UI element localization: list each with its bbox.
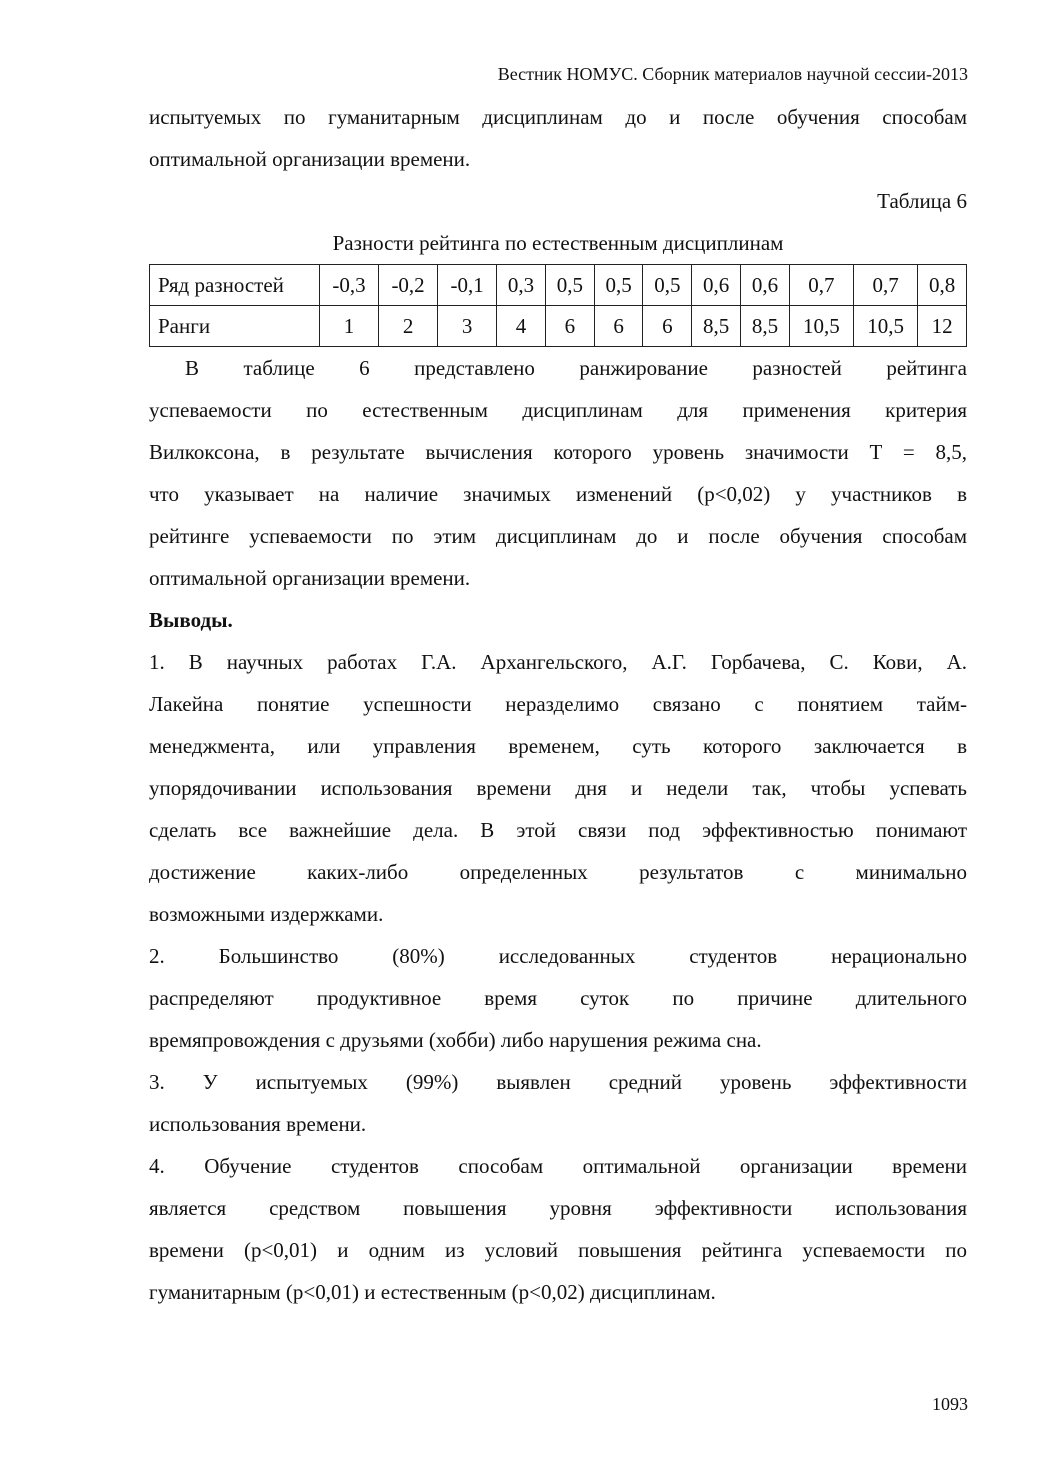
conclusion-line: распределяют продуктивное время суток по причине длительного [149,986,967,1010]
paragraph-line: Вилкоксона, в результате вычисления которого уровень значимости T = 8,5, [149,440,967,464]
table-cell: 4 [497,306,546,347]
conclusion-line: упорядочивании использования времени дня и недели так, чтобы успевать [149,776,967,800]
intro-line: оптимальной организации времени. [149,147,471,171]
paragraph-line: В таблице 6 представлено ранжирование разностей рейтинга [185,356,967,380]
conclusion-line: менеджмента, или управления временем, суть которого заключается в [149,734,967,758]
conclusion-line: 4. Обучение студентов способам оптимальной организации времени [149,1154,967,1178]
table-row [150,306,967,347]
table-label: Таблица 6 [877,189,967,213]
conclusion-line: является средством повышения уровня эффективности использования [149,1196,967,1220]
table-row [150,265,967,306]
conclusion-line: Лакейна понятие успешности неразделимо связано с понятием тайм- [149,692,967,716]
table-title: Разности рейтинга по естественным дисциплинам [332,231,784,255]
table-cell: 12 [918,306,967,347]
conclusion-line: сделать все важнейшие дела. В этой связи под эффективностью понимают [149,818,967,842]
conclusion-line: достижение каких-либо определенных результатов с минимально [149,860,967,884]
conclusion-item [149,1061,967,1145]
table-cell: 2 [379,306,438,347]
table-cell: 6 [545,306,594,347]
page-content [149,96,967,1313]
table-cell: 8,5 [692,306,741,347]
table-cell: 6 [594,306,643,347]
table-cell: 1 [320,306,379,347]
conclusion-item [149,935,967,1061]
table-cell: -0,2 [379,265,438,306]
table-cell: 0,8 [918,265,967,306]
table-cell: 10,5 [854,306,918,347]
conclusion-line: использования времени. [149,1112,367,1136]
table-cell: 0,5 [594,265,643,306]
paragraph-line: оптимальной организации времени. [149,566,471,590]
row-header: Ранги [150,306,320,347]
ranking-table [149,264,967,347]
table-cell: 0,5 [643,265,692,306]
conclusion-line: 3. У испытуемых (99%) выявлен средний уровень эффективности [149,1070,967,1094]
paragraph-line: успеваемости по естественным дисциплинам для применения критерия [149,398,967,422]
conclusion-line: 1. В научных работах Г.А. Архангельского, А.Г. Горбачева, С. Кови, А. [149,650,967,674]
conclusions-heading: Выводы. [149,608,233,632]
conclusion-item [149,641,967,935]
conclusion-line: времяпровождения с друзьями (хобби) либо нарушения режима сна. [149,1028,762,1052]
conclusion-line: времени (p<0,01) и одним из условий повышения рейтинга успеваемости по [149,1238,967,1262]
running-head: Вестник НОМУС. Сборник материалов научной сессии-2013 [497,64,968,84]
table-cell: -0,3 [320,265,379,306]
row-header: Ряд разностей [150,265,320,306]
table-cell: 0,6 [692,265,741,306]
table-cell: 8,5 [741,306,790,347]
table-cell: 0,7 [789,265,853,306]
conclusion-line: 2. Большинство (80%) исследованных студентов нерационально [149,944,967,968]
table-cell: 0,3 [497,265,546,306]
conclusion-line: гуманитарным (p<0,01) и естественным (p<0,02) дисциплинам. [149,1280,716,1304]
table-cell: 10,5 [789,306,853,347]
page-number: 1093 [932,1394,968,1414]
intro-line: испытуемых по гуманитарным дисциплинам до и после обучения способам [149,105,967,129]
table-cell: 3 [438,306,497,347]
conclusion-line: возможными издержками. [149,902,384,926]
table-cell: 0,7 [854,265,918,306]
table-cell: 0,6 [741,265,790,306]
conclusion-item [149,1145,967,1313]
analysis-paragraph [149,347,967,599]
table-cell: 0,5 [545,265,594,306]
paragraph-line: что указывает на наличие значимых изменений (p<0,02) у участников в [149,482,967,506]
paragraph-line: рейтинге успеваемости по этим дисциплинам до и после обучения способам [149,524,967,548]
table-cell: 6 [643,306,692,347]
table-cell: -0,1 [438,265,497,306]
